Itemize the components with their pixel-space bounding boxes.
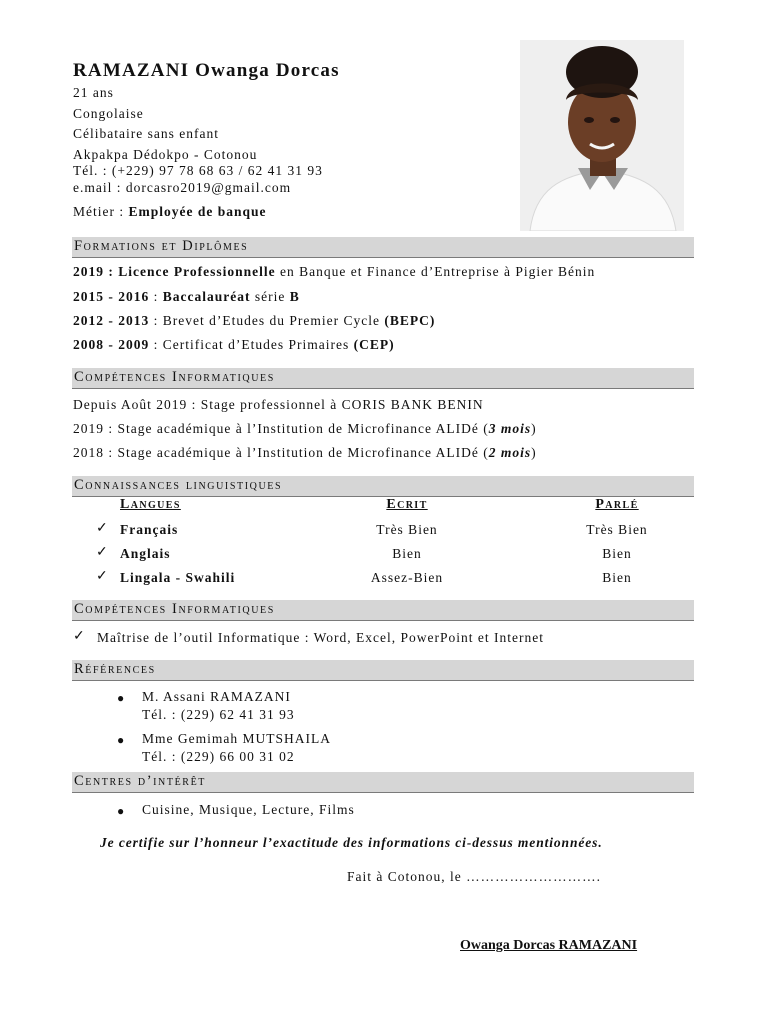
section-title: Compétences Informatiques: [74, 369, 275, 385]
experience-item: Depuis Août 2019 : Stage professionnel à CORIS BANK BENIN: [73, 397, 484, 412]
language-spoken-level: Bien: [602, 570, 632, 585]
language-written-level: Assez-Bien: [370, 570, 444, 585]
section-title: Connaissances linguistiques: [74, 477, 283, 493]
check-mark-icon: ✓: [73, 629, 85, 644]
reference-name: Mme Gemimah MUTSHAILA: [142, 731, 331, 746]
lang-header-spoken: Parlé: [595, 497, 639, 512]
address: Akpakpa Dédokpo - Cotonou: [73, 147, 258, 162]
place-date-line: Fait à Cotonou, le ……………………….: [347, 869, 601, 884]
job-line: [73, 204, 267, 220]
section-title: Formations et Diplômes: [74, 238, 249, 254]
section-interests: [72, 772, 694, 793]
bullet-icon: ●: [117, 733, 125, 747]
experience-item: 2018 : Stage académique à l’Institution de Microfinance ALIDé (2 mois): [73, 445, 537, 460]
computer-skill-item: Maîtrise de l’outil Informatique : Word, Excel, PowerPoint et Internet: [97, 630, 544, 645]
lang-header-written: Ecrit: [386, 497, 428, 512]
formation-item: 2019 : Licence Professionnelle en Banque et Finance d’Entreprise à Pigier Bénin: [73, 264, 596, 279]
section-references: [72, 660, 694, 681]
candidate-name: RAMAZANI Owanga Dorcas: [73, 60, 340, 81]
phone: Tél. : (+229) 97 78 68 63 / 62 41 31 93: [73, 163, 323, 178]
section-formations: [72, 237, 694, 258]
language-written-level: Très Bien: [376, 522, 438, 537]
formation-item: 2015 - 2016 : Baccalauréat série B: [73, 289, 300, 304]
formation-item: 2008 - 2009 : Certificat d’Etudes Primaires (CEP): [73, 337, 395, 352]
reference-phone: Tél. : (229) 66 00 31 02: [142, 749, 295, 764]
certification-statement: Je certifie sur l’honneur l’exactitude des informations ci-dessus mentionnées.: [100, 835, 603, 850]
language-name: Anglais: [120, 546, 171, 561]
reference-name: M. Assani RAMAZANI: [142, 689, 291, 704]
formation-item: 2012 - 2013 : Brevet d’Etudes du Premier Cycle (BEPC): [73, 313, 436, 328]
section-languages: [72, 476, 694, 497]
language-name: Français: [120, 522, 179, 537]
section-computer-skills: [72, 600, 694, 621]
section-title: Compétences Informatiques: [74, 601, 275, 617]
section-title: Références: [74, 661, 156, 677]
marital-status: Célibataire sans enfant: [73, 126, 219, 141]
check-mark-icon: ✓: [96, 521, 108, 536]
job-value: Employée de banque: [128, 204, 267, 219]
interests-list: Cuisine, Musique, Lecture, Films: [142, 802, 355, 817]
section-experience: [72, 368, 694, 389]
job-label: Métier :: [73, 204, 129, 219]
check-mark-icon: ✓: [96, 545, 108, 560]
email: e.mail : dorcasro2019@gmail.com: [73, 180, 292, 195]
language-spoken-level: Bien: [602, 546, 632, 561]
bullet-icon: ●: [117, 804, 125, 818]
check-mark-icon: ✓: [96, 569, 108, 584]
section-title: Centres d’intérêt: [74, 773, 206, 789]
reference-phone: Tél. : (229) 62 41 31 93: [142, 707, 295, 722]
age: 21 ans: [73, 85, 114, 100]
language-written-level: Bien: [392, 546, 422, 561]
language-name: Lingala - Swahili: [120, 570, 236, 585]
language-spoken-level: Très Bien: [586, 522, 648, 537]
lang-header-language: Langues: [120, 497, 181, 512]
experience-item: 2019 : Stage académique à l’Institution de Microfinance ALIDé (3 mois): [73, 421, 537, 436]
signature-name: Owanga Dorcas RAMAZANI: [460, 938, 638, 953]
profile-photo: [520, 40, 684, 231]
nationality: Congolaise: [73, 106, 144, 121]
bullet-icon: ●: [117, 691, 125, 705]
